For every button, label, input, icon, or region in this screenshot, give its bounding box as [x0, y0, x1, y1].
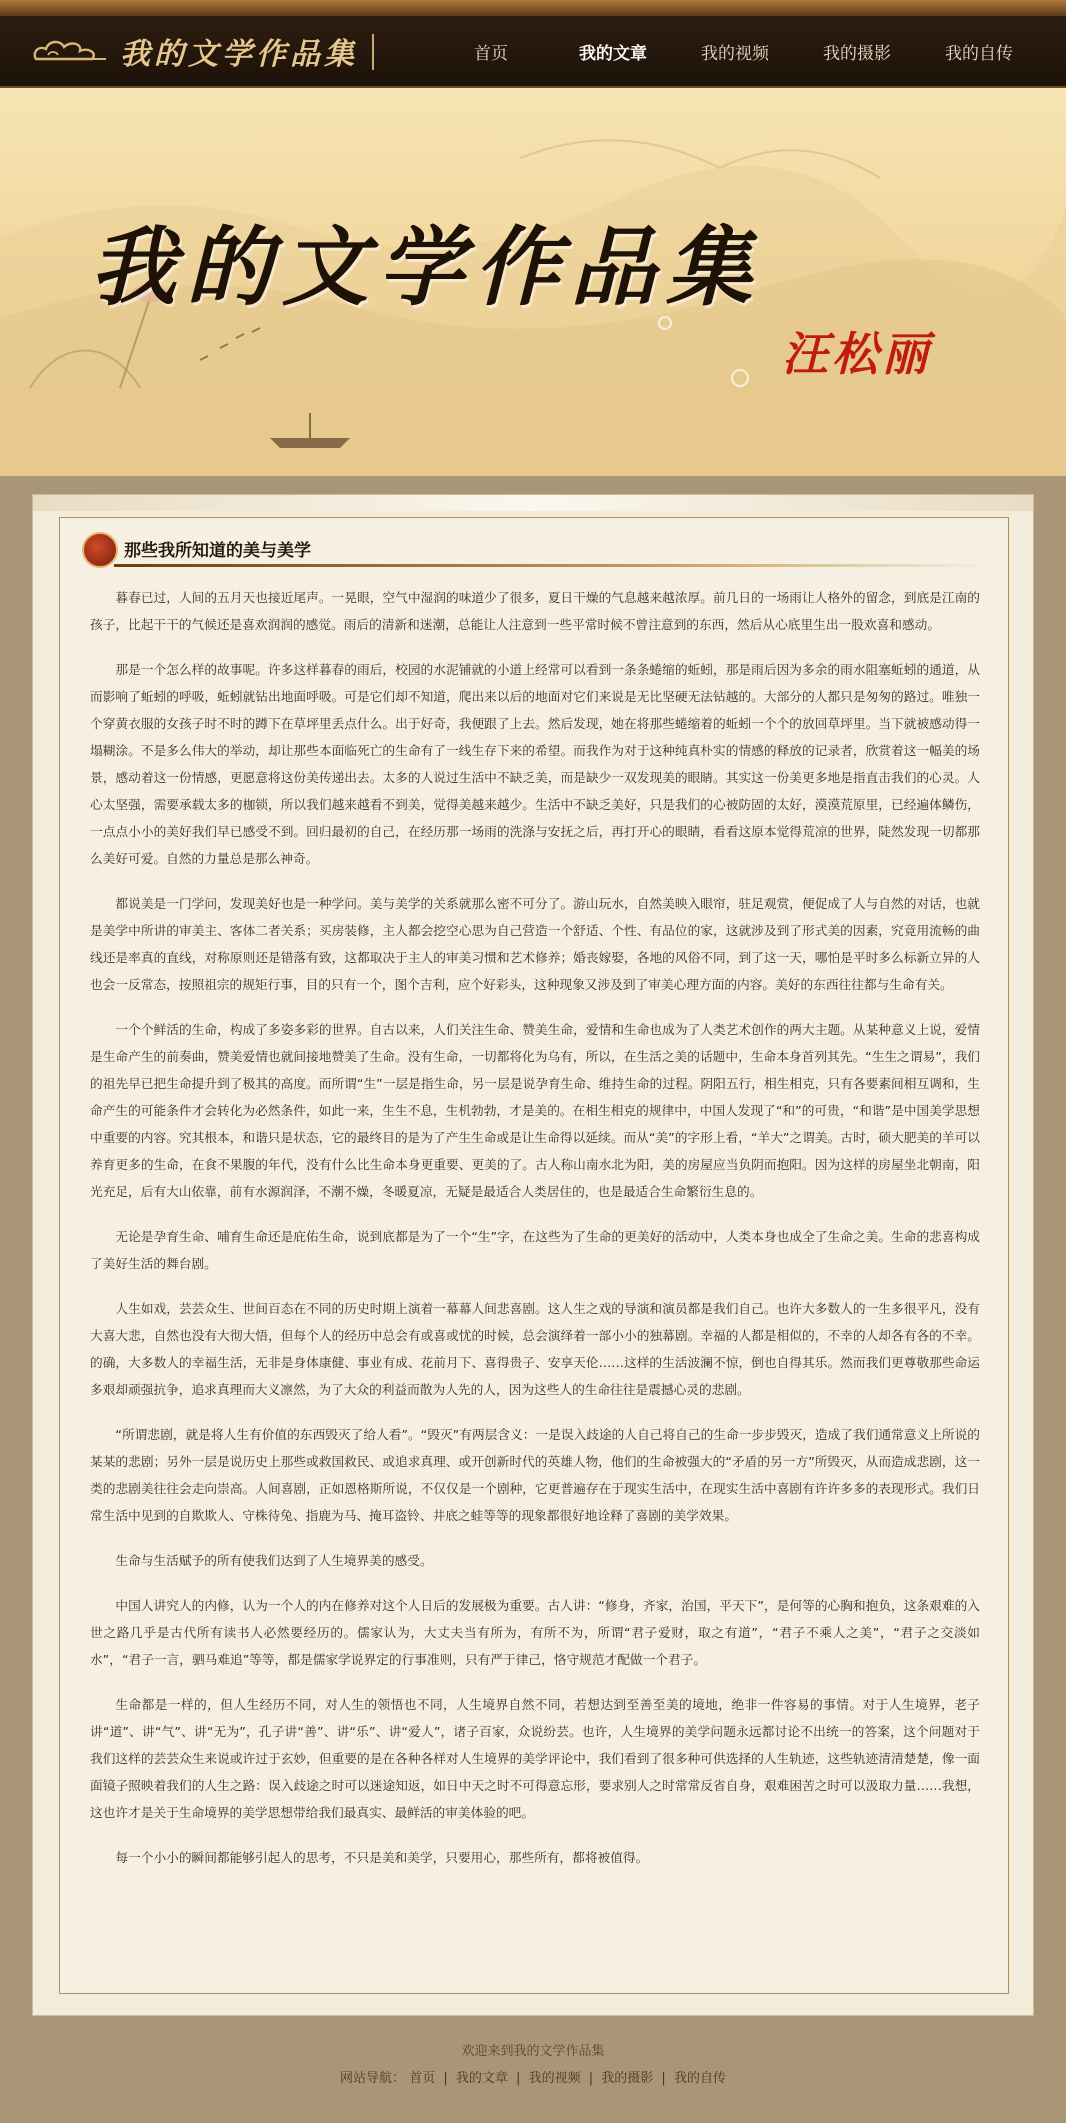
drum-icon: [82, 532, 118, 568]
footer-separator: |: [443, 2071, 448, 2086]
banner-title: 我的文学作品集: [90, 217, 762, 318]
article-header: [74, 526, 994, 570]
top-strip: [0, 0, 1066, 16]
scroll-top-edge: [33, 495, 1033, 511]
logo-text: 我的文学作品集: [120, 37, 358, 72]
article-paragraph: 人生如戏，芸芸众生、世间百态在不同的历史时期上演着一幕幕人间悲喜剧。这人生之戏的导演和演员都是我们自己。也许大多数人的一生多很平凡，没有大喜大悲，自然也没有大彻大悟，但每个人的经历中总会有或喜或忧的时候，总会演绎着一部小小的独幕剧。幸福的人都是相似的，不幸的人却各有各的不幸。的确，大多数人的幸福生活，无非是身体康健、事业有成、花前月下、喜得贵子、安享天伦……这样的生活波澜不惊，倒也自得其乐。然而我们更尊敬那些命运多艰却顽强抗争，追求真理而大义凛然，为了大众的利益而散为人先的人，因为这些人的生命往往是震撼心灵的悲剧。: [90, 1301, 980, 1397]
article-paragraph: 暮春已过，人间的五月天也接近尾声。一晃眼，空气中湿润的味道少了很多，夏日干燥的气息越来越浓厚。前几日的一场雨让人格外的留念，到底是江南的孩子，比起干干的气候还是喜欢润润的感觉。雨后的清新和迷潮，总能让人注意到一些平常时候不曾注意到的东西，然后从心底里生出一股欢喜和感动。: [90, 590, 980, 632]
nav-my-autobiography[interactable]: 我的自传: [945, 43, 1013, 64]
nav-home[interactable]: 首页: [474, 43, 508, 64]
hero-banner: [0, 88, 1066, 476]
footer-link-articles[interactable]: 我的文章: [455, 2071, 508, 2086]
nav-my-photography[interactable]: 我的摄影: [823, 43, 891, 64]
main-nav: [430, 16, 1040, 86]
title-underline: [114, 564, 994, 567]
footer-link-videos[interactable]: 我的视频: [528, 2071, 581, 2086]
banner-author-seal: 汪松丽: [782, 327, 932, 381]
footer-separator: |: [516, 2071, 521, 2086]
nav-my-articles[interactable]: 我的文章: [579, 43, 647, 64]
footer-link-home[interactable]: 首页: [409, 2071, 436, 2086]
footer-nav: [0, 2067, 1066, 2086]
article-paragraph: 中国人讲究人的内修，认为一个人的内在修养对这个人日后的发展极为重要。古人讲：“修身，齐家，治国，平天下”，是何等的心胸和抱负，这条艰难的入世之路几乎是古代所有读书人必然要经历的。儒家认为，大丈夫当有所为，有所不为，所谓“君子爱财，取之有道”，“君子不乘人之美”，“君子之交淡如水”，“君子一言，驷马难追”等等，都是儒家学说界定的行事准则，只有严于律己，恪守规范才配做一个君子。: [90, 1598, 980, 1667]
article-paragraph: “所谓悲剧，就是将人生有价值的东西毁灭了给人看”。“毁灭”有两层含义：一是误入歧途的人自己将自己的生命一步步毁灭，造成了我们通常意义上所说的某某的悲剧；另外一层是说历史上那些或救国救民、或追求真理、或开创新时代的英雄人物，他们的生命被强大的“矛盾的另一方”所毁灭，从而造成悲剧，这一类的悲剧美往往会走向崇高。人间喜剧，正如恩格斯所说，不仅仅是一个剧种，它更普遍存在于现实生活中，在现实生活中喜剧有许许多多的表现形式。我们日常生活中见到的自欺欺人、守株待兔、指鹿为马、掩耳盗铃、井底之蛙等等的现象都很好地诠释了喜剧的美学效果。: [90, 1427, 980, 1523]
footer-nav-prefix: 网站导航：: [340, 2071, 406, 2086]
footer-welcome: 欢迎来到我的文学作品集: [461, 2044, 605, 2059]
article-paragraph: 那是一个怎么样的故事呢。许多这样暮春的雨后，校园的水泥铺就的小道上经常可以看到一条条蜷缩的蚯蚓，那是雨后因为多余的雨水阻塞蚯蚓的通道，从而影响了蚯蚓的呼吸，蚯蚓就钻出地面呼吸。可是它们却不知道，爬出来以后的地面对它们来说是无比坚硬无法钻越的。大部分的人都只是匆匆的路过。唯独一个穿黄衣服的女孩子时不时的蹲下在草坪里丢点什么。出于好奇，我便跟了上去。然后发现，她在将那些蜷缩着的蚯蚓一个个的放回草坪里。当下就被感动得一塌糊涂。不是多么伟大的举动，却让那些本面临死亡的生命有了一线生存下来的希望。而我作为对于这种纯真朴实的情感的释放的记录者，欣赏着这一幅美的场景，感动着这一份情感，更愿意将这份美传递出去。太多的人说过生活中不缺乏美，而是缺少一双发现美的眼睛。其实这一份美更多地是指直击我们的心灵。人心太坚强，需要承载太多的枷锁，所以我们越来越看不到美，觉得美越来越少。生活中不缺乏美好，只是我们的心被防固的太好，漠漠荒原里，已经遍体鳞伤，一点点小小的美好我们早已感受不到。回归最初的自己，在经历那一场雨的洗涤与安抚之后，再打开心的眼睛，看看这原本觉得荒凉的世界，陡然发现一切都那么美好可爱。自然的力量总是那么神奇。: [90, 662, 980, 866]
content-container: [33, 495, 1033, 2015]
footer-link-photography[interactable]: 我的摄影: [601, 2071, 654, 2086]
nav-my-videos[interactable]: 我的视频: [701, 43, 769, 64]
article-paragraph: 无论是孕育生命、哺育生命还是庇佑生命，说到底都是为了一个“生”字，在这些为了生命的更美好的活动中，人类本身也成全了生命之美。生命的悲喜构成了美好生活的舞台剧。: [90, 1229, 980, 1271]
article-paragraph: 生命都是一样的，但人生经历不同，对人生的领悟也不同，人生境界自然不同，若想达到至善至美的境地，绝非一件容易的事情。对于人生境界，老子讲“道”、讲“气”、讲“无为”，孔子讲“善”、讲“乐”、讲“爱人”，诸子百家，众说纷芸。也许，人生境界的美学问题永远都讨论不出统一的答案，这个问题对于我们这样的芸芸众生来说或许过于玄妙，但重要的是在各种各样对人生境界的美学评论中，我们看到了很多种可供选择的人生轨迹，这些轨迹清清楚楚，像一面面镜子照映着我们的人生之路：误入歧途之时可以迷途知返，如日中天之时不可得意忘形，要求别人之时常常反省自身，艰难困苦之时可以汲取力量……我想，这也许才是关于生命境界的美学思想带给我们最真实、最鲜活的审美体验的吧。: [90, 1697, 980, 1820]
article-paragraph: 都说美是一门学问，发现美好也是一种学问。美与美学的关系就那么密不可分了。游山玩水，自然美映入眼帘，驻足观赏，便促成了人与自然的对话，也就是美学中所讲的审美主、客体二者关系；买房装修，主人都会挖空心思为自己营造一个舒适、个性、有品位的家，这就涉及到了形式美的因素，究竟用流畅的曲线还是率真的直线，对称原则还是错落有致，这都取决于主人的审美习惯和艺术修养；婚丧嫁娶，各地的风俗不同，到了这一天，哪怕是平时多么标新立异的人也会一反常态，按照祖宗的规矩行事，目的只有一个，图个吉利，应个好彩头，这种现象又涉及到了审美心理方面的内容。美好的东西往往都与生命有关。: [90, 896, 980, 992]
auspicious-cloud-icon: [30, 33, 110, 69]
article-paragraph: 生命与生活赋予的所有使我们达到了人生境界美的感受。: [115, 1553, 433, 1568]
footer-link-autobiography[interactable]: 我的自传: [673, 2071, 726, 2086]
article-title: 那些我所知道的美与美学: [124, 541, 311, 561]
article-paragraph: 一个个鲜活的生命，构成了多姿多彩的世界。自古以来，人们关注生命、赞美生命，爱情和生命也成为了人类艺术创作的两大主题。从某种意义上说，爱情是生命产生的前奏曲，赞美爱情也就间接地赞美了生命。没有生命，一切都将化为乌有，所以，在生活之美的话题中，生命本身首列其先。“生生之谓易”，我们的祖先早已把生命提升到了极其的高度。而所谓“生”一层是指生命，另一层是说孕育生命、维持生命的过程。阴阳五行，相生相克，只有各要素间相互调和，生命产生的可能条件才会转化为必然条件，如此一来，生生不息，生机勃勃，才是美的。在相生相克的规律中，中国人发现了“和”的可贵，“和谐”是中国美学思想中重要的内容。究其根本，和谐只是状态，它的最终目的是为了产生生命或是让生命得以延续。而从“美”的字形上看，“羊大”之谓美。古时，硕大肥美的羊可以养育更多的生命，在食不果腹的年代，没有什么比生命本身更重要、更美的了。古人称山南水北为阳，美的房屋应当负阴而抱阳。因为这样的房屋坐北朝南，阳光充足，后有大山依靠，前有水源润泽，不潮不燥，冬暖夏凉，无疑是最适合人类居住的，也是最适合生命繁衍生息的。: [90, 1022, 980, 1199]
article-body: [90, 584, 980, 1889]
logo-divider: [372, 34, 374, 70]
article-frame: [59, 517, 1009, 1994]
footer-separator: |: [588, 2071, 594, 2086]
footer-separator: |: [661, 2071, 666, 2086]
site-logo[interactable]: [30, 26, 358, 76]
footer: [0, 2040, 1066, 2086]
header-navbar: [0, 16, 1066, 88]
article-paragraph: 每一个小小的瞬间都能够引起人的思考，不只是美和美学，只要用心，那些所有，都将被值得。: [115, 1850, 649, 1865]
